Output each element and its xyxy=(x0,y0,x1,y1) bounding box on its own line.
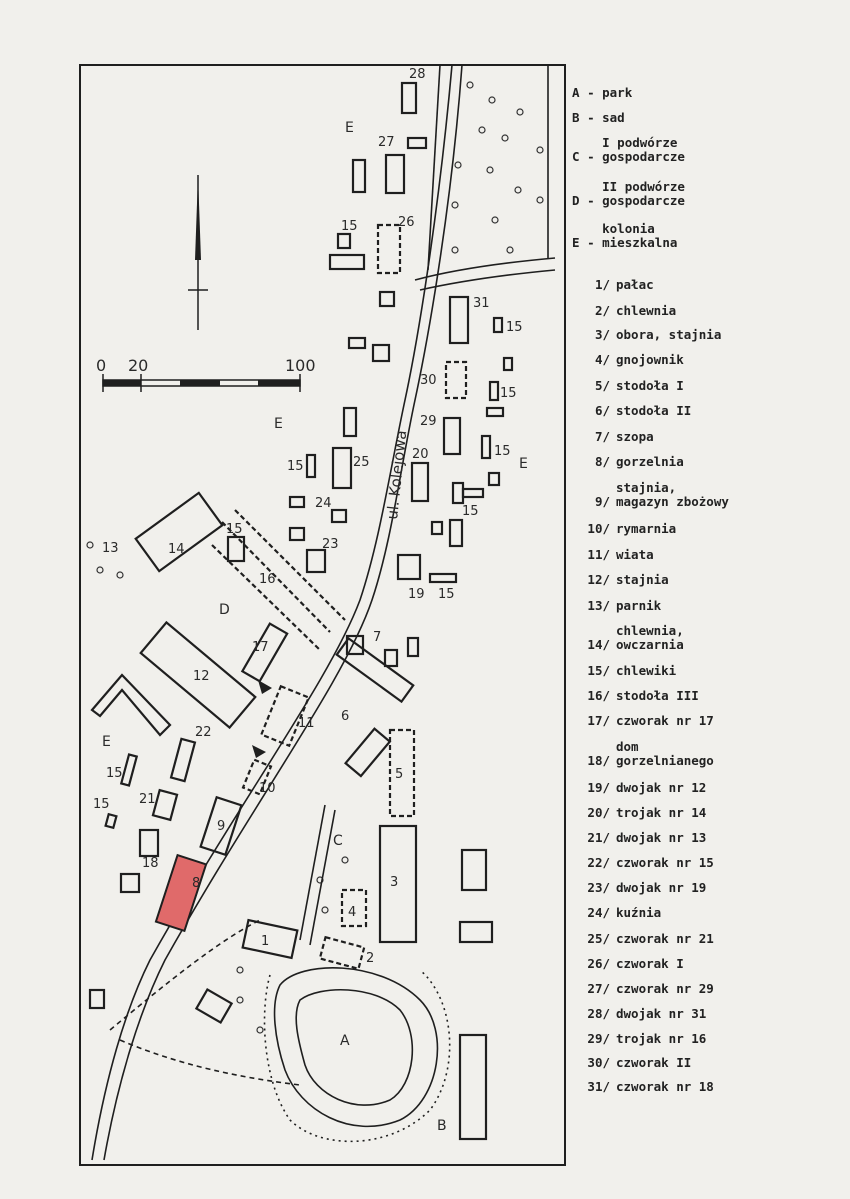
legend-num: 11/ xyxy=(587,547,610,562)
building-label-21: 21 xyxy=(139,792,156,807)
building-label-15j: 15 xyxy=(93,797,110,812)
legend-num: 25/ xyxy=(587,931,610,946)
legend-text: stodoła II xyxy=(616,403,692,418)
legend-num: 29/ xyxy=(587,1031,610,1046)
legend-num: 10/ xyxy=(587,521,610,536)
zone-legend-item xyxy=(572,180,842,208)
legend-num: 6/ xyxy=(594,403,610,418)
legend-text: parnik xyxy=(616,598,662,613)
building-label-8: 8 xyxy=(192,876,201,891)
building-legend-item xyxy=(572,831,842,845)
legend-text: chlewnia, owczarnia xyxy=(616,623,684,652)
zone-label-e2: E xyxy=(274,416,283,432)
building-label-1: 1 xyxy=(261,934,270,949)
legend-text: obora, stajnia xyxy=(616,327,722,342)
building-label-15c: 15 xyxy=(500,386,517,401)
building-label-10: 10 xyxy=(259,781,276,796)
legend-text: stajnia xyxy=(616,572,669,587)
building-legend-item xyxy=(572,353,842,367)
legend-text: czworak I xyxy=(616,956,684,971)
building-legend-item xyxy=(572,548,842,562)
legend-num: 23/ xyxy=(587,880,610,895)
legend-text: gnojownik xyxy=(616,352,684,367)
legend-num: 19/ xyxy=(587,780,610,795)
building-label-26: 26 xyxy=(398,215,415,230)
zone-label-e3: E xyxy=(519,456,528,472)
building-legend-item xyxy=(572,714,842,728)
legend-num: 24/ xyxy=(587,905,610,920)
zone-label-b: B xyxy=(437,1118,447,1134)
legend-num: 26/ xyxy=(587,956,610,971)
building-label-28: 28 xyxy=(409,67,426,82)
legend-text: dwojak nr 12 xyxy=(616,780,707,795)
building-label-16: 16 xyxy=(259,572,276,587)
building-legend-item xyxy=(572,740,842,768)
building-legend-item xyxy=(572,906,842,920)
building-legend-item xyxy=(572,522,842,536)
building-label-15d: 15 xyxy=(494,444,511,459)
zone-legend-item xyxy=(572,136,842,164)
building-legend-item xyxy=(572,278,842,292)
legend-num: 3/ xyxy=(594,327,610,342)
arrow-icons xyxy=(252,680,272,758)
zone-legend-item xyxy=(572,111,842,125)
road-ul-kolejowa xyxy=(92,65,555,1160)
legend-text: dwojak nr 19 xyxy=(616,880,707,895)
legend-text: czworak nr 17 xyxy=(616,713,714,728)
zone-sep: - xyxy=(587,85,595,100)
building-legend-item xyxy=(572,624,842,652)
building-label-12: 12 xyxy=(193,669,210,684)
legend-num: 31/ xyxy=(587,1079,610,1094)
building-label-25: 25 xyxy=(353,455,370,470)
legend-text: chlewiki xyxy=(616,663,677,678)
zone-sep: - xyxy=(587,235,595,250)
zone-key: C xyxy=(572,149,580,164)
building-label-15e: 15 xyxy=(462,504,479,519)
street-label: ul. Kolejowa xyxy=(383,429,411,521)
legend-num: 1/ xyxy=(594,277,610,292)
legend-text: czworak nr 15 xyxy=(616,855,714,870)
zone-sep: - xyxy=(587,110,595,125)
building-legend-item xyxy=(572,1080,842,1094)
building-label-2: 2 xyxy=(366,951,375,966)
building-legend-item xyxy=(572,379,842,393)
legend-num: 8/ xyxy=(594,454,610,469)
tree-dots xyxy=(87,542,348,1033)
building-label-4: 4 xyxy=(348,905,357,920)
map-frame xyxy=(80,65,565,1165)
legend-text: szopa xyxy=(616,429,654,444)
legend-num: 15/ xyxy=(587,663,610,678)
zone-key: B xyxy=(572,110,580,125)
legend-num: 18/ xyxy=(587,753,610,768)
building-label-15b: 15 xyxy=(506,320,523,335)
building-label-27: 27 xyxy=(378,135,395,150)
zone-label-d: D xyxy=(219,602,230,618)
building-label-15h: 15 xyxy=(226,522,243,537)
building-legend-item xyxy=(572,1007,842,1021)
scale-label-100: 100 xyxy=(285,356,316,375)
building-legend-item xyxy=(572,856,842,870)
legend-text: trojak nr 14 xyxy=(616,805,707,820)
legend-text: trojak nr 16 xyxy=(616,1031,707,1046)
gorzelnia-highlight xyxy=(156,855,206,931)
building-label-24: 24 xyxy=(315,496,332,511)
zone-legend-item xyxy=(572,222,842,250)
legend-text: czworak nr 21 xyxy=(616,931,714,946)
building-label-17: 17 xyxy=(252,640,269,655)
building-legend-item xyxy=(572,1032,842,1046)
building-legend-item xyxy=(572,806,842,820)
legend-text: wiata xyxy=(616,547,654,562)
legend-num: 2/ xyxy=(594,303,610,318)
legend-num: 22/ xyxy=(587,855,610,870)
building-label-3: 3 xyxy=(390,875,399,890)
building-label-29: 29 xyxy=(420,414,437,429)
zone-label-e4: E xyxy=(102,734,111,750)
building-label-5: 5 xyxy=(395,767,404,782)
legend-num: 12/ xyxy=(587,572,610,587)
zone-text: kolonia mieszkalna xyxy=(602,221,678,250)
legend-text: kuźnia xyxy=(616,905,662,920)
building-legend-item xyxy=(572,481,842,509)
zone-text: II podwórze gospodarcze xyxy=(602,179,685,208)
zone-text: sad xyxy=(602,110,625,125)
legend-text: stodoła I xyxy=(616,378,684,393)
legend-num: 17/ xyxy=(587,713,610,728)
north-arrow-icon xyxy=(188,175,208,330)
zone-text: I podwórze gospodarcze xyxy=(602,135,685,164)
zone-label-c: C xyxy=(333,833,343,849)
zone-key: D xyxy=(572,193,580,208)
building-legend-item xyxy=(572,599,842,613)
legend-text: dom gorzelnianego xyxy=(616,739,714,768)
building-label-13: 13 xyxy=(102,541,119,556)
legend-num: 28/ xyxy=(587,1006,610,1021)
building-label-30: 30 xyxy=(420,373,437,388)
scale-label-20: 20 xyxy=(128,356,149,375)
legend-text: stajnia, magazyn zbożowy xyxy=(616,480,729,509)
building-legend-item xyxy=(572,982,842,996)
legend-text: dwojak nr 31 xyxy=(616,1006,707,1021)
scale-label-0: 0 xyxy=(96,356,107,375)
building-label-11: 11 xyxy=(298,716,315,731)
zone-key: A xyxy=(572,85,580,100)
building-label-15f: 15 xyxy=(438,587,455,602)
building-legend-item xyxy=(572,404,842,418)
legend-num: 30/ xyxy=(587,1055,610,1070)
building-legend-item xyxy=(572,932,842,946)
building-label-15a: 15 xyxy=(341,219,358,234)
legend-text: stodoła III xyxy=(616,688,699,703)
zone-label-e1: E xyxy=(345,120,354,136)
buildings xyxy=(90,83,512,1139)
zone-key: E xyxy=(572,235,580,250)
legend-text: czworak nr 29 xyxy=(616,981,714,996)
legend-num: 4/ xyxy=(594,352,610,367)
zone-sep: - xyxy=(587,149,595,164)
legend-text: chlewnia xyxy=(616,303,677,318)
legend-text: rymarnia xyxy=(616,521,677,536)
legend-num: 21/ xyxy=(587,830,610,845)
legend-num: 5/ xyxy=(594,378,610,393)
scale-bar xyxy=(96,356,316,392)
orchard-top xyxy=(452,82,543,253)
building-legend-item xyxy=(572,1056,842,1070)
building-legend-item xyxy=(572,430,842,444)
legend-num: 7/ xyxy=(594,429,610,444)
building-legend-item xyxy=(572,573,842,587)
building-label-20: 20 xyxy=(412,447,429,462)
legend-text: pałac xyxy=(616,277,654,292)
building-label-15i: 15 xyxy=(106,766,123,781)
legend-text: czworak II xyxy=(616,1055,692,1070)
zone-label-a: A xyxy=(340,1033,350,1049)
building-legend-item xyxy=(572,781,842,795)
legend-num: 16/ xyxy=(587,688,610,703)
legend-num: 20/ xyxy=(587,805,610,820)
zone-text: park xyxy=(602,85,633,100)
building-label-31: 31 xyxy=(473,296,490,311)
zone-sep: - xyxy=(587,193,595,208)
building-label-7: 7 xyxy=(373,630,382,645)
building-legend-item xyxy=(572,304,842,318)
zone-legend-item xyxy=(572,86,842,100)
building-legend-item xyxy=(572,328,842,342)
building-label-19: 19 xyxy=(408,587,425,602)
building-label-23: 23 xyxy=(322,537,339,552)
building-legend-item xyxy=(572,881,842,895)
legend-text: czworak nr 18 xyxy=(616,1079,714,1094)
building-legend-item xyxy=(572,957,842,971)
legend-num: 13/ xyxy=(587,598,610,613)
park-a xyxy=(265,968,450,1142)
legend-text: dwojak nr 13 xyxy=(616,830,707,845)
legend-num: 9/ xyxy=(594,494,610,509)
legend-num: 27/ xyxy=(587,981,610,996)
building-label-9: 9 xyxy=(217,819,226,834)
building-legend-item xyxy=(572,689,842,703)
building-legend-item xyxy=(572,455,842,469)
legend-num: 14/ xyxy=(587,637,610,652)
building-legend-item xyxy=(572,664,842,678)
legend-text: gorzelnia xyxy=(616,454,684,469)
building-label-18: 18 xyxy=(142,856,159,871)
building-label-14: 14 xyxy=(168,542,185,557)
building-label-15g: 15 xyxy=(287,459,304,474)
building-label-6: 6 xyxy=(341,709,350,724)
building-label-22: 22 xyxy=(195,725,212,740)
